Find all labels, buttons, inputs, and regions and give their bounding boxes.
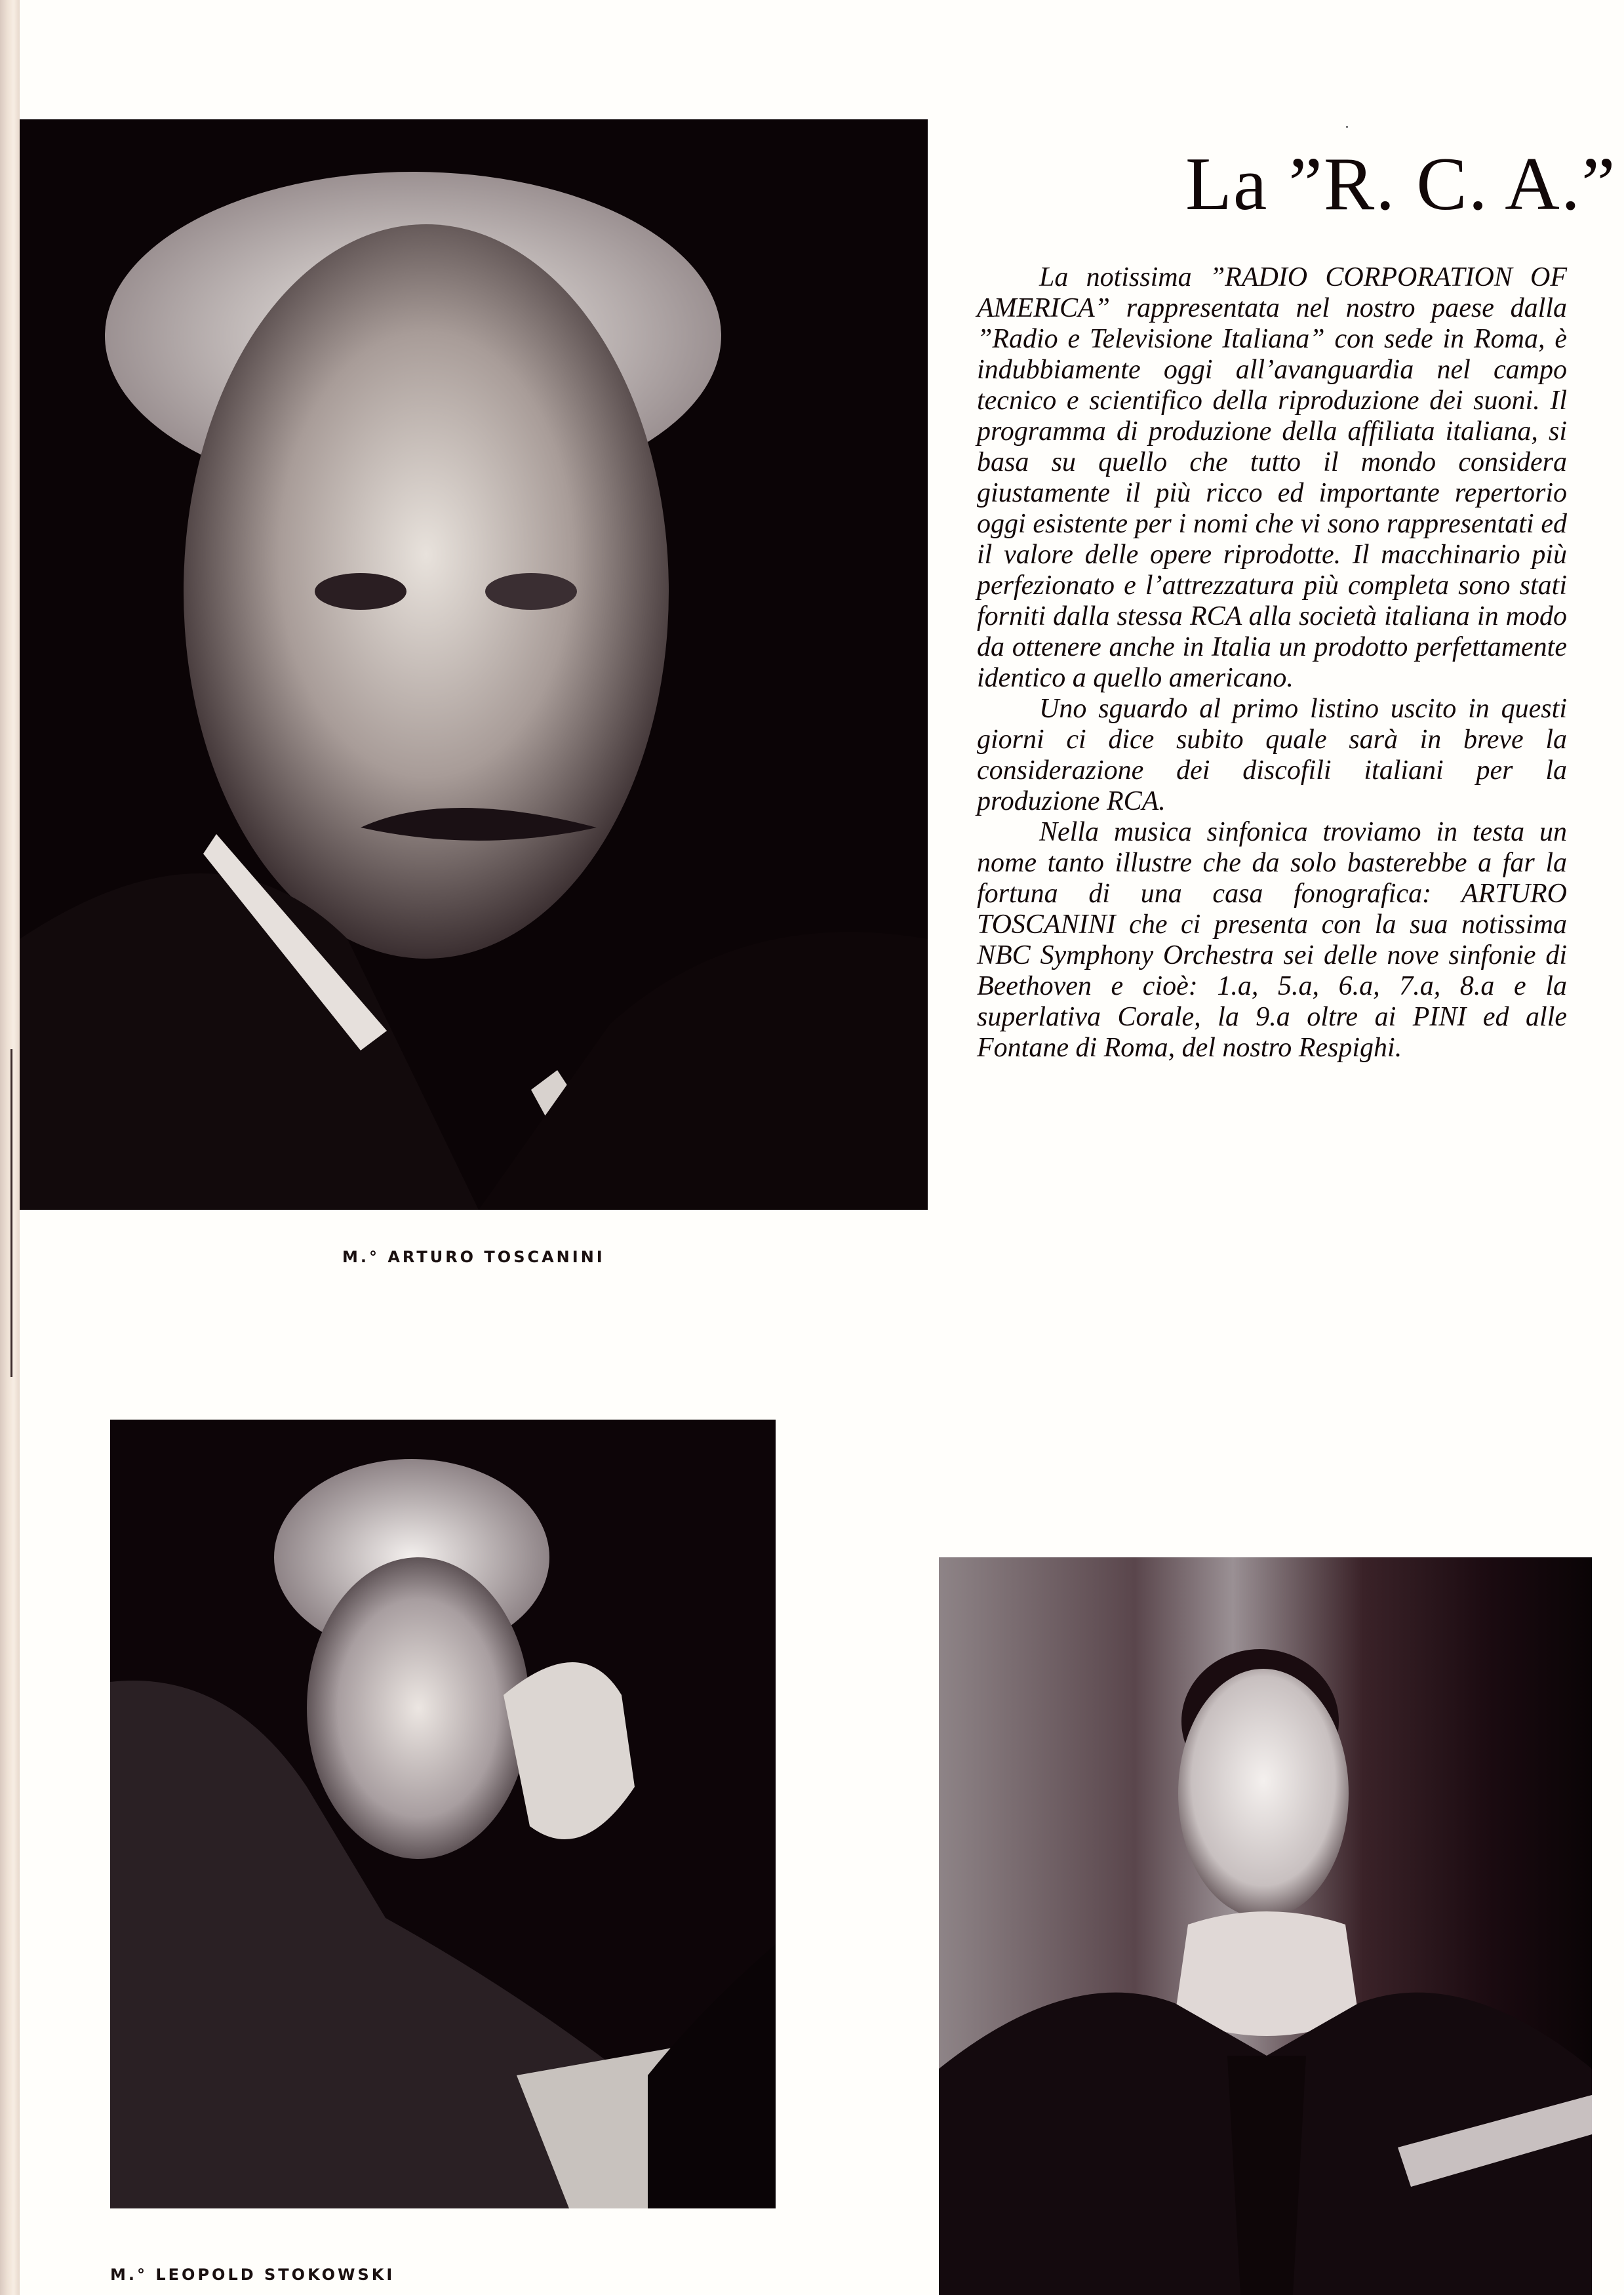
- article-body: [977, 262, 1567, 1064]
- article-paragraph: Uno sguardo al primo listino uscito in questi giorni ci dice subito quale sarà in breve la considerazione dei discofili italiani per la produzione RCA.: [977, 694, 1567, 816]
- caption-toscanini: M.° ARTURO TOSCANINI: [342, 1248, 605, 1266]
- musician-portrait-image: [939, 1557, 1592, 2295]
- stokowski-portrait-image: [110, 1420, 776, 2208]
- photo-third-musician: [939, 1557, 1592, 2295]
- toscanini-portrait-image: [20, 119, 928, 1210]
- spine-rule: [10, 1049, 12, 1377]
- article-paragraph: Nella musica sinfonica troviamo in testa un nome tanto illustre che da solo basterebbe a far la fortuna di una casa fonografica: ARTURO TOSCANINI che ci presenta con la sua notissima NBC Symphony Orchestra sei delle nove sinfonie di Beethoven e cioè: 1.a, 5.a, 6.a, 7.a, 8.a e la superlativa Corale, la 9.a oltre ai PINI ed alle Fontane di Roma, del nostro Respighi.: [977, 817, 1567, 1063]
- photo-toscanini: [20, 119, 928, 1210]
- page-spine: [0, 0, 20, 2295]
- photo-stokowski: [110, 1420, 776, 2208]
- caption-stokowski: M.° LEOPOLD STOKOWSKI: [110, 2265, 395, 2284]
- article-paragraph: La notissima ”RADIO CORPORATION OF AMERICA” rappresentata nel nostro paese dalla ”Radio e Televisione Italiana” con sede in Roma, è indubbiamente oggi all’avanguardia nel campo tecnico e scientifico della riproduzione dei suoni. Il programma di produzione della affiliata italiana, si basa su quello che tutto il mondo considera giustamente il più ricco ed importante repertorio oggi esistente per i nomi che vi sono rappresentati ed il valore delle opere riprodotte. Il macchinario più perfezionato e l’attrezzatura più completa sono stati forniti dalla stessa RCA alla società italiana in modo da ottenere anche in Italia un prodotto perfettamente identico a quello americano.: [977, 262, 1567, 693]
- print-speck: [1346, 126, 1348, 128]
- article-title: La ”R. C. A.”: [1185, 142, 1617, 226]
